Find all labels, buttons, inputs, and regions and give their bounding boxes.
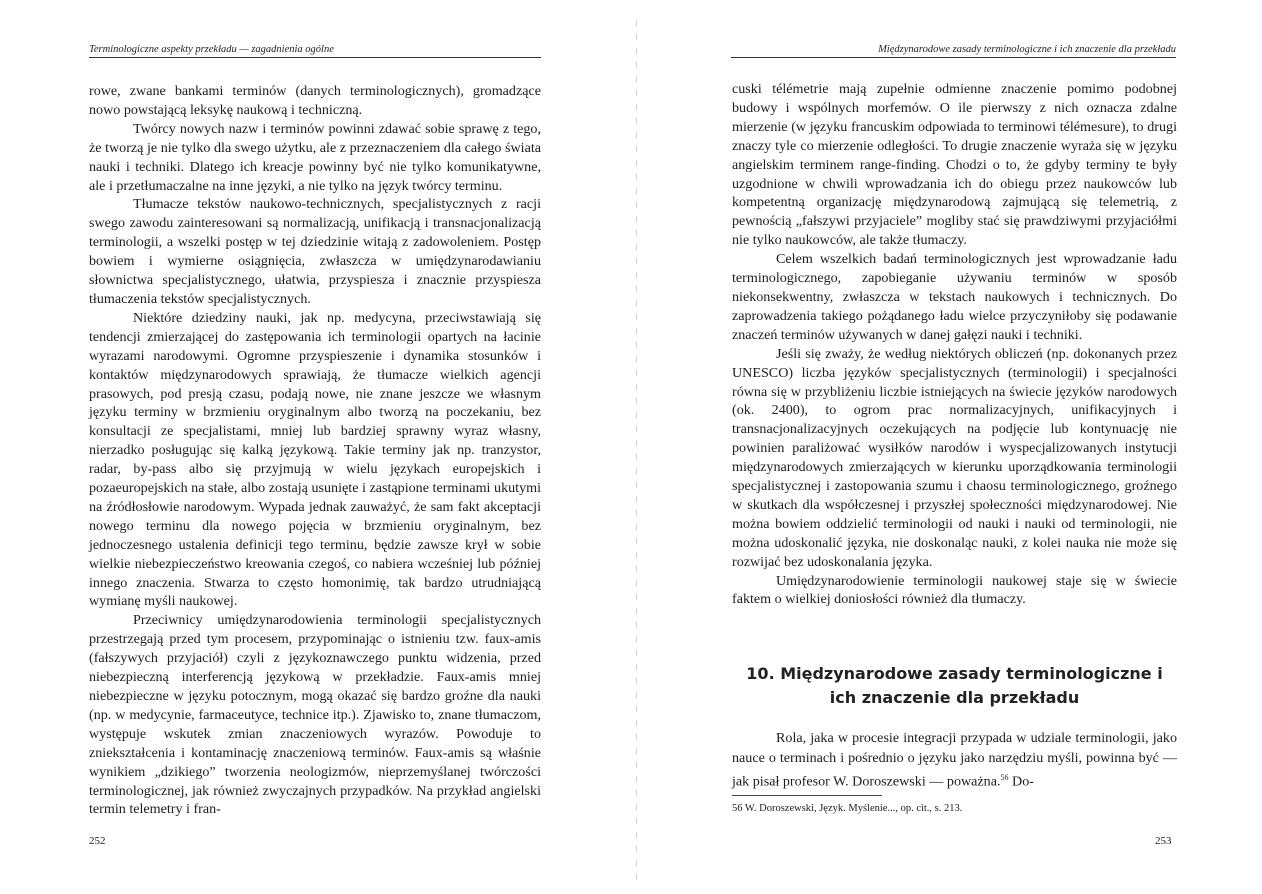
paragraph: Twórcy nowych nazw i terminów powinni zdawać sobie sprawę z tego, że tworzą je nie tylko dla swego użytku, ale z przeznaczeniem dla całego świata nauki i techniki. Dlatego ich kreacje powinny być nie tylko komunikatywne, ale i przetłumaczalne na inne języki, a nie tylko na język twórcy terminu. — [89, 120, 541, 194]
right-page — [632, 0, 1262, 894]
paragraph: Niektóre dziedziny nauki, jak np. medycyna, przeciwstawiają się tendencji zmierzającej do zastępowania ich terminologii opartych na łacinie wyrazami narodowymi. Ogromne przyspieszenie i dynamika stosunków i kontaktów międzynarodowych sprawiają, że tłumacze wielkich agencji prasowych, pod presją czasu, podają nowe, nie znane jeszcze we własnym języku terminy w brzmieniu oryginalnym albo tworzą na poczekaniu, bez konsultacji ze specjalistami, mniej lub bardziej sprawny wyraz własny, nierzadko posługując się kalką językową. Takie terminy jak np. tranzystor, radar, by-pass albo się przyjmują w wielu językach europejskich i pozaeuropejskich na stałe, albo zostają usunięte i zastąpione terminami ukutymi na źródłosłowie narodowym. Wypada jednak zauważyć, że sam fakt akceptacji nowego terminu dla nowego pojęcia w brzmieniu oryginalnym, bez jednoczesnego ustalenia definicji tego terminu, będzie zawsze krył w sobie wielkie niebezpieczeństwo kreowania czegoś, co nabiera wcześniej lub później innego znaczenia. Stwarza to często homonimię, tak bardzo utrudniającą wymianę myśli naukowej. — [89, 309, 541, 610]
left-body-text — [89, 82, 541, 819]
footnote: 56 W. Doroszewski, Język. Myślenie..., op. cit., s. 213. — [732, 803, 963, 814]
paragraph: cuski télémetrie mają zupełnie odmienne znaczenie pomimo podobnej budowy i wspólnych morfemów. O ile pierwszy z nich oznacza zdalne mierzenie (w języku francuskim odpowiada to terminowi télémesure), to drugi znaczy tyle co mierzenie odległości. To drugie znaczenie wyraża się w języku angielskim terminem range-finding. Chodzi o to, że gdyby terminy te były uzgodnione w chwili wprowadzania ich do obiegu przez naukowców lub kompetentną organizację międzynarodową zajmującą się telemetrią, z pewnością „fałszywi przyjaciele” mogliby stać się prawdziwymi przyjaciółmi nie tylko naukowców, ale także tłumaczy. — [732, 81, 1177, 249]
right-body-text — [732, 80, 1177, 609]
page-number-left: 252 — [89, 835, 106, 847]
section-body — [732, 729, 1177, 792]
section-paragraph: Rola, jaka w procesie integracji przypada w udziale terminologii, jako nauce o terminach i pośrednio o języku jako narzędziu myśli, powinna być — jak pisał profesor W. Doroszewski — poważna. — [732, 730, 1177, 790]
page-number-right: 253 — [1155, 835, 1172, 847]
paragraph: Tłumacze tekstów naukowo-technicznych, specjalistycznych z racji swego zawodu zainteresowani są normalizacją, unifikacją i transnacjonalizacją terminologii, a wszelki postęp w tej dziedzinie witają z zadowoleniem. Postęp bowiem i wymierne osiągnięcia, zwłaszcza w umiędzynarodawianiu słownictwa specjalistycznego, ułatwia, przyspiesza i znacznie przyspiesza tłumaczenia tekstów specjalistycznych. — [89, 196, 541, 307]
paragraph — [732, 729, 1177, 792]
paragraph: rowe, zwane bankami terminów (danych terminologicznych), gromadzące nowo powstającą leksykę naukową i techniczną. — [89, 83, 541, 118]
paragraph: Umiędzynarodowienie terminologii naukowej staje się w świecie faktem o wielkiej doniosłości również dla tłumaczy. — [732, 572, 1177, 608]
footnote-reference: 56 — [1000, 773, 1009, 782]
paragraph: Przeciwnicy umiędzynarodowienia terminologii specjalistycznych przestrzegają przed tym procesem, przypominając o istnieniu tzw. faux-amis (fałszywych przyjaciół) czyli z językoznawczego punktu widzenia, przed niebezpieczną interferencją językową w przekładzie. Faux-amis mniej niebezpieczne w języku potocznym, mogą okazać się bardzo groźne dla nauki (np. w medycynie, farmaceutyce, technice itp.). Zjawisko to, znane tłumaczom, występuje wskutek zmian znaczeniowych wyrazów. Powoduje to zniekształcenia i kontaminację znaczeniową terminów. Faux-amis są właśnie wynikiem „dzikiego” tworzenia neologizmów, nieprzemyślanej twórczości terminologicznej, jak również zwyczajnych przypadków. Na przykład angielski termin telemetry i fran- — [89, 612, 541, 818]
paragraph: Celem wszelkich badań terminologicznych jest wprowadzanie ładu terminologicznego, zapobieganie używaniu terminów w sposób niekonsekwentny, zwłaszcza w tekstach naukowych i technicznych. Do zaprowadzenia takiego pożądanego ładu wielce przyczyniłoby się podawanie znaczeń terminów używanych w danej gałęzi nauki i techniki. — [732, 251, 1177, 343]
paragraph: Jeśli się zważy, że według niektórych obliczeń (np. dokonanych przez UNESCO) liczba języków specjalistycznych (terminologii) i specjalności równa się w przybliżeniu liczbie istniejących na świecie języków narodowych (ok. 2400), to ogrom prac normalizacyjnych, unifikacyjnych i transnacjonalizacyjnych oczekujących na podjęcie lub kontynuację nie powinien paraliżować wysiłków narodów i wyspecjalizowanych instytucji międzynarodowych zmierzających w kierunku uporządkowania terminologii specjalistycznej i zastopowania szumu i chaosu terminologicznego, groźnego w skutkach dla współczesnej i przyszłej społeczności międzynarodowej. Nie można bowiem oddzielić terminologii od nauki i nauki od terminologii, nie można udoskonalić języka, nie doskonaląc nauki, z kolei nauka nie może się rozwijać bez udoskonalania języka. — [732, 345, 1177, 570]
left-page — [0, 0, 630, 894]
footnote-rule — [732, 795, 882, 796]
section-paragraph-tail: Do- — [1008, 773, 1034, 790]
running-header-left: Terminologiczne aspekty przekładu — zagadnienia ogólne — [89, 44, 541, 58]
section-title: 10. Międzynarodowe zasady terminologiczne i ich znaczenie dla przekładu — [746, 664, 1163, 707]
running-header-right: Międzynarodowe zasady terminologiczne i ich znaczenie dla przekładu — [731, 44, 1176, 58]
